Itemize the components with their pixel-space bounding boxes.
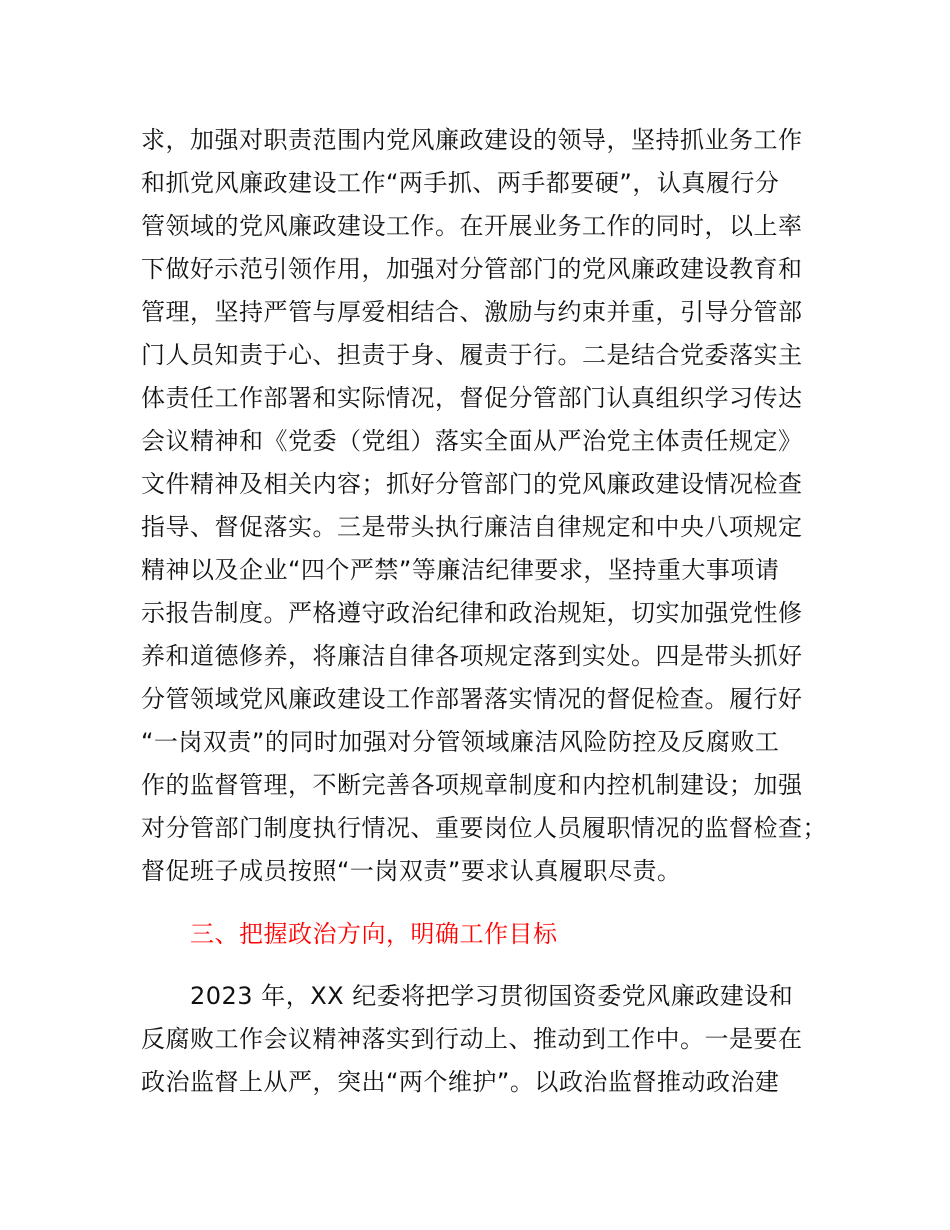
- text-line: 作的监督管理，不断完善各项规章制度和内控机制建设；加强: [141, 771, 803, 799]
- text-line: 分管领域党风廉政建设工作部署落实情况的督促检查。履行好: [141, 685, 803, 713]
- text-line: 管领域的党风廉政建设工作。在开展业务工作的同时，以上率: [141, 212, 803, 240]
- text-line: 下做好示范引领作用，加强对分管部门的党风廉政建设教育和: [141, 255, 803, 283]
- text-line: 会议精神和《党委（党组）落实全面从严治党主体责任规定》: [141, 427, 803, 455]
- text-line: 养和道德修养，将廉洁自律各项规定落到实处。四是带头抓好: [141, 642, 803, 670]
- text-line: 政治监督上从严，突出“两个维护”。以政治监督推动政治建: [141, 1068, 780, 1096]
- text-line: 督促班子成员按照“一岗双责”要求认真履职尽责。: [141, 857, 682, 885]
- text-line: 求，加强对职责范围内党风廉政建设的领导，坚持抓业务工作: [141, 126, 803, 154]
- section-heading: 三、把握政治方向，明确工作目标: [190, 920, 558, 948]
- text-line: 文件精神及相关内容；抓好分管部门的党风廉政建设情况检查: [141, 470, 803, 498]
- text-line: 管理，坚持严管与厚爱相结合、激励与约束并重，引导分管部: [141, 298, 803, 326]
- text-line: 对分管部门制度执行情况、重要岗位人员履职情况的监督检查；: [141, 814, 827, 842]
- text-line: 指导、督促落实。三是带头执行廉洁自律规定和中央八项规定: [141, 513, 803, 541]
- text-line: 反腐败工作会议精神落实到行动上、推动到工作中。一是要在: [141, 1025, 803, 1053]
- text-line: 门人员知责于心、担责于身、履责于行。二是结合党委落实主: [141, 341, 803, 369]
- text-line: 和抓党风廉政建设工作“两手抓、两手都要硬”，认真履行分: [141, 169, 780, 197]
- text-line: “一岗双责”的同时加强对分管领域廉洁风险防控及反腐败工: [141, 728, 780, 756]
- text-line: 体责任工作部署和实际情况，督促分管部门认真组织学习传达: [141, 384, 803, 412]
- text-line: 示报告制度。严格遵守政治纪律和政治规矩，切实加强党性修: [141, 599, 803, 627]
- text-line: 2023 年，XX 纪委将把学习贯彻国资委党风廉政建设和: [190, 982, 794, 1010]
- text-line: 精神以及企业“四个严禁”等廉洁纪律要求，坚持重大事项请: [141, 556, 780, 584]
